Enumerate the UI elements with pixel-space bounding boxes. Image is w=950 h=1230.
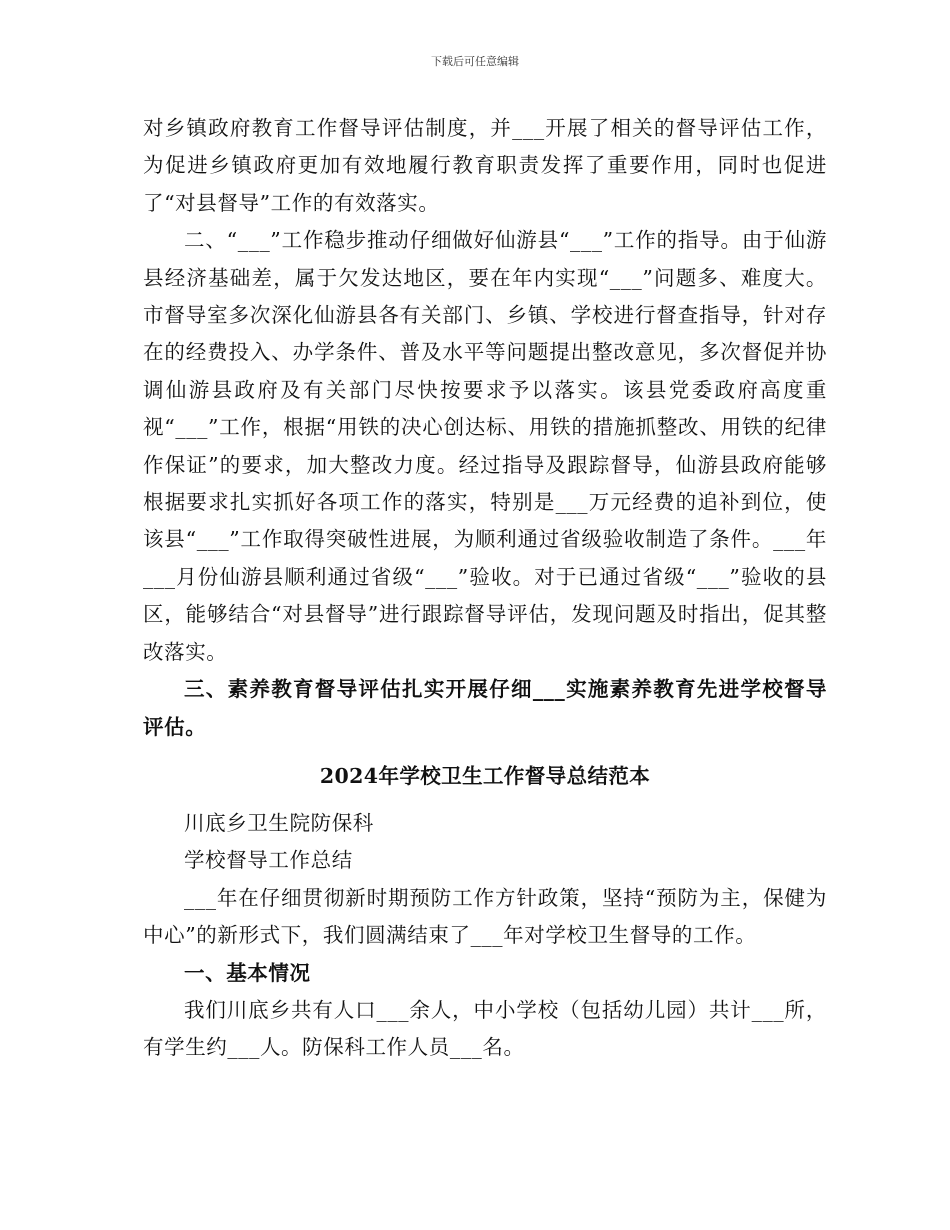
report-subtitle: 学校督导工作总结 (184, 848, 353, 873)
paragraph-section-two: 二、“___”工作稳步推动仔细做好仙游县“___”工作的指导。由于仙游县经济基础差，属于欠发达地区，要在年内实现“___”问题多、难度大。市督导室多次深化仙游县各有关部门、乡镇、学校进行督查指导，针对存在的经费投入、办学条件、普及水平等问题提出整改意见，多次督促并协调仙游县政府及有关部门尽快按要求予以落实。该县党委政府高度重视“___”工作，根据“用铁的决心创达标、用铁的措施抓整改、用铁的纪律作保证”的要求，加大整改力度。经过指导及跟踪督导，仙游县政府能够根据要求扎实抓好各项工作的落实，特别是___万元经费的追补到位，使该县“___”工作取得突破性进展，为顺利通过省级验收制造了条件。___年___月份仙游县顺利通过省级“___”验收。对于已通过省级“___”验收的县区，能够结合“对县督导”进行跟踪督导评估，发现问题及时指出，促其整改落实。 (143, 228, 827, 664)
document-title: 2024年学校卫生工作督导总结范本 (319, 763, 651, 788)
paragraph-basic-info: 我们川底乡共有人口___余人，中小学校（包括幼儿园）共计___所，有学生约___人。防保科工作人员___名。 (143, 997, 827, 1060)
paragraph-intro: ___年在仔细贯彻新时期预防工作方针政策，坚持“预防为主，保健为中心”的新形式下，我们圆满结束了___年对学校卫生督导的工作。 (143, 885, 827, 948)
department-name: 川底乡卫生院防保科 (184, 810, 374, 835)
section-heading-basic-info: 一、基本情况 (184, 960, 311, 985)
document-body (143, 110, 827, 1067)
paragraph-section-three-heading: 三、素养教育督导评估扎实开展仔细___实施素养教育先进学校督导评估。 (143, 677, 827, 739)
page-header: 下载后可任意编辑 (431, 55, 519, 68)
paragraph-continuation: 对乡镇政府教育工作督导评估制度，并___开展了相关的督导评估工作，为促进乡镇政府更加有效地履行教育职责发挥了重要作用，同时也促进了“对县督导”工作的有效落实。 (143, 116, 827, 215)
